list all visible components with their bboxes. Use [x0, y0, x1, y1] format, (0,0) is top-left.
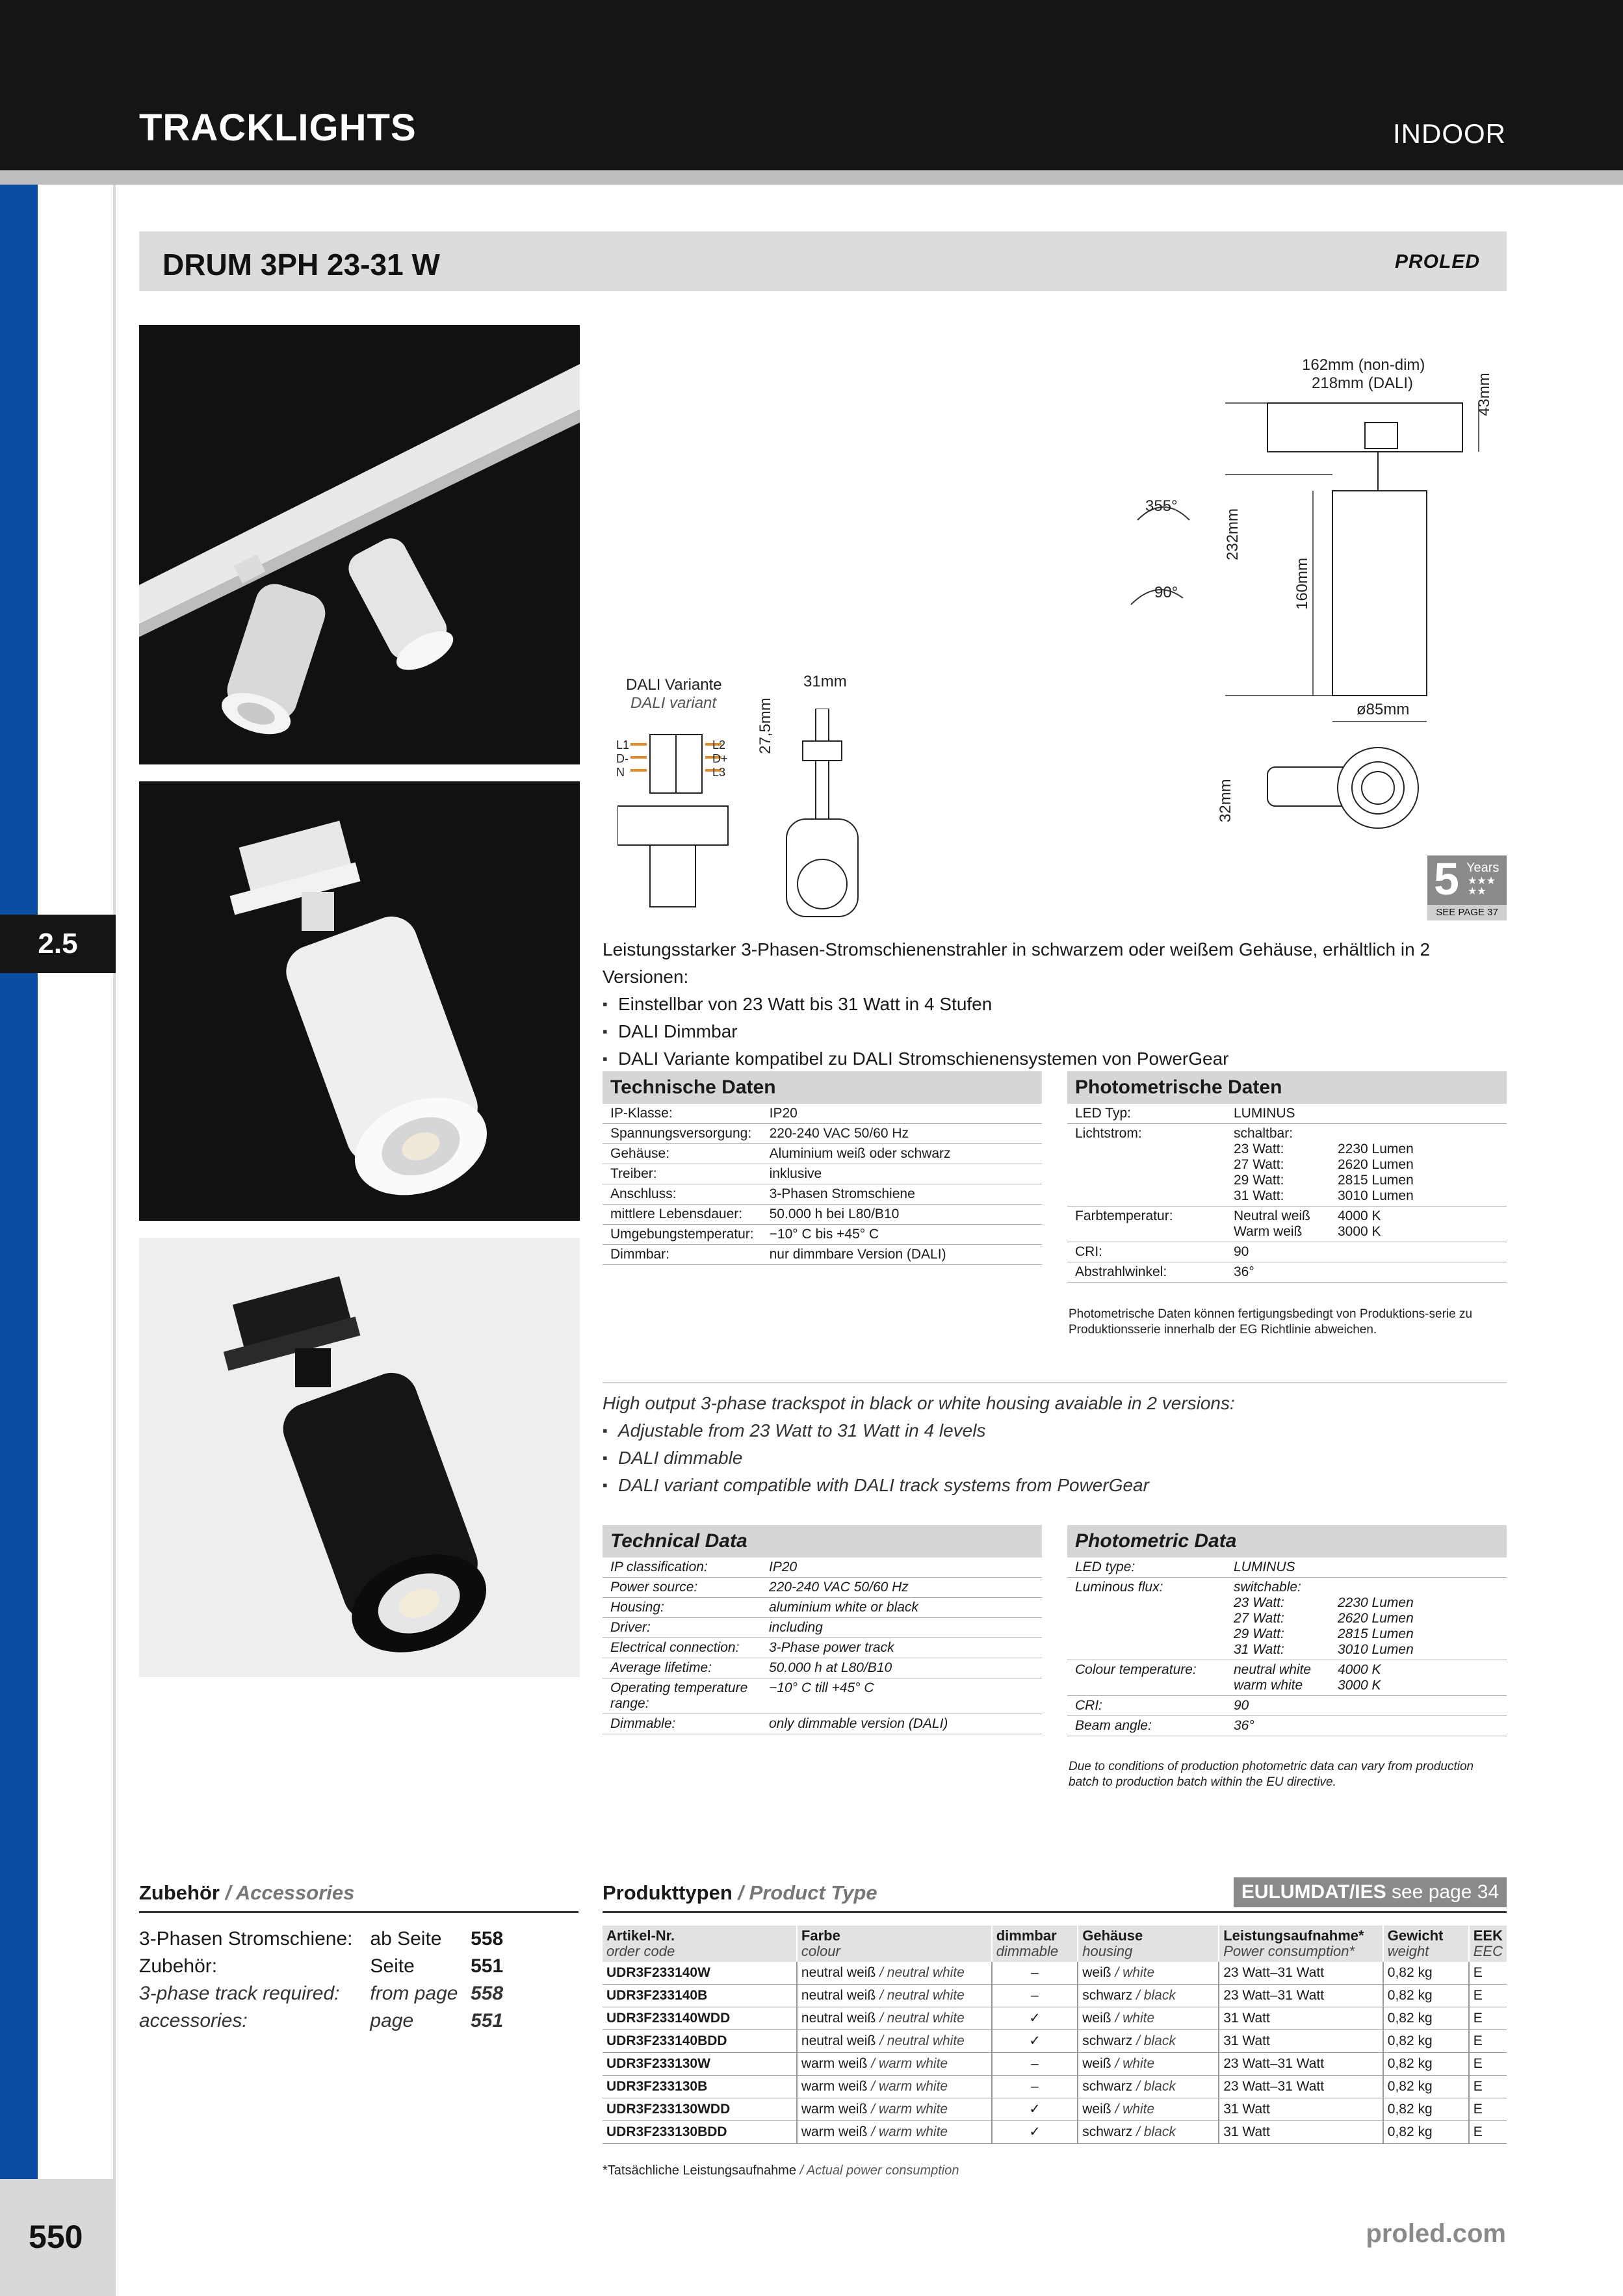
power-cell: 23 Watt–31 Watt	[1219, 1985, 1383, 2007]
power-cell: 31 Watt	[1219, 2121, 1383, 2144]
table-row	[603, 2076, 1507, 2098]
warranty-stars-icon: ★★★ ★★	[1468, 876, 1496, 897]
list-item: accessories: page 551	[139, 2010, 504, 2031]
order-code: UDR3F233130BDD	[603, 2121, 797, 2144]
power-cell: 31 Watt	[1219, 2098, 1383, 2121]
dimmable-cell: ✓	[992, 2098, 1078, 2121]
table-row: LED Typ: LUMINUS	[1067, 1104, 1507, 1124]
colour-cell: neutral weiß / neutral white	[797, 2007, 992, 2030]
weight-cell: 0,82 kg	[1383, 2098, 1469, 2121]
dimension-drawing	[1118, 351, 1508, 891]
product-types-footnote: *Tatsächliche Leistungsaufnahme / Actual power consumption	[603, 2163, 959, 2178]
colour-cell: warm weiß / warm white	[797, 2121, 992, 2144]
order-code: UDR3F233130W	[603, 2053, 797, 2076]
white-spot-illustration	[139, 781, 580, 1221]
tech-data-de-table	[603, 1071, 1042, 1265]
table-row	[603, 2053, 1507, 2076]
warranty-see-label: SEE PAGE 37	[1427, 905, 1507, 920]
table-row	[603, 2030, 1507, 2053]
accessories-rule	[139, 1911, 578, 1913]
table-row: CRI: 90	[1067, 1242, 1507, 1262]
dim-adapter-height: 43mm	[1475, 372, 1493, 416]
dimmable-cell: –	[992, 2053, 1078, 2076]
sidebar	[38, 185, 116, 2296]
list-item: Zubehör: Seite 551	[139, 1955, 504, 1977]
col-header: Artikel-Nr. order code	[603, 1925, 797, 1962]
table-row: IP classification: IP20	[603, 1558, 1042, 1578]
col-header: dimmbar dimmable	[992, 1925, 1078, 1962]
description-de-bullet: ▪ Einstellbar von 23 Watt bis 31 Watt in 4 Stufen	[603, 991, 1513, 1018]
product-title: DRUM 3PH 23-31 W	[162, 248, 440, 281]
dali-width: 31mm	[803, 673, 847, 690]
description-en-bullet: ▪ DALI variant compatible with DALI track systems from PowerGear	[603, 1472, 1513, 1499]
section-badge: 2.5	[0, 915, 116, 973]
eec-cell: E	[1469, 1962, 1507, 1985]
col-header: Gewicht weight	[1383, 1925, 1469, 1962]
dali-variant-label: DALI Variante	[626, 676, 722, 694]
product-photo-track	[139, 325, 580, 764]
photometric-en-table	[1067, 1525, 1507, 1736]
colour-cell: neutral weiß / neutral white	[797, 2030, 992, 2053]
power-cell: 31 Watt	[1219, 2007, 1383, 2030]
section-divider	[603, 1382, 1507, 1383]
category-label: INDOOR	[1393, 118, 1506, 149]
order-code: UDR3F233140WDD	[603, 2007, 797, 2030]
power-cell: 23 Watt–31 Watt	[1219, 1962, 1383, 1985]
description-de-bullet: ▪ DALI Dimmbar	[603, 1018, 1513, 1045]
table-row: Lichtstrom: schaltbar: 23 Watt: 2230 Lumen 27 Watt: 2620 Lumen 29 Watt: 2815 Lumen 31 Watt: 3010 Lumen	[1067, 1124, 1507, 1207]
weight-cell: 0,82 kg	[1383, 1985, 1469, 2007]
col-header: EEK EEC	[1469, 1925, 1507, 1962]
description-en-intro: High output 3-phase trackspot in black or white housing avaiable in 2 versions:	[603, 1393, 1235, 1413]
table-row: Electrical connection: 3-Phase power track	[603, 1638, 1042, 1658]
dim-depth: 32mm	[1217, 779, 1234, 822]
product-types-table	[603, 1925, 1507, 2144]
pin-l3: L3	[712, 766, 726, 779]
eec-cell: E	[1469, 2007, 1507, 2030]
table-row	[603, 2007, 1507, 2030]
order-code: UDR3F233140B	[603, 1985, 797, 2007]
table-row: Gehäuse: Aluminium weiß oder schwarz	[603, 1144, 1042, 1164]
description-en-bullet: ▪ DALI dimmable	[603, 1444, 1513, 1472]
table-row	[603, 1985, 1507, 2007]
table-row: Luminous flux: switchable: 23 Watt: 2230 Lumen 27 Watt: 2620 Lumen 29 Watt: 2815 Lumen 31 Watt: 3010 Lumen	[1067, 1578, 1507, 1660]
eec-cell: E	[1469, 2076, 1507, 2098]
eulumdat-badge[interactable]: EULUMDAT/IES see page 34	[1234, 1877, 1507, 1907]
photometric-en-title: Photometric Data	[1067, 1525, 1507, 1558]
housing-cell: weiß / white	[1078, 1962, 1219, 1985]
table-row: Dimmable: only dimmable version (DALI)	[603, 1714, 1042, 1734]
table-row: Average lifetime: 50.000 h at L80/B10	[603, 1658, 1042, 1678]
dim-body-height: 160mm	[1293, 557, 1311, 610]
dim-width-1: 162mm (non-dim)	[1302, 356, 1425, 374]
table-row: Driver: including	[603, 1618, 1042, 1638]
dim-total-height: 232mm	[1224, 508, 1241, 560]
description-en	[603, 1390, 1513, 1499]
footer-url[interactable]: proled.com	[1366, 2219, 1506, 2248]
list-item: 3-Phasen Stromschiene: ab Seite 558	[139, 1928, 504, 1950]
housing-cell: schwarz / black	[1078, 2121, 1219, 2144]
eec-cell: E	[1469, 2121, 1507, 2144]
description-de	[603, 936, 1513, 1073]
order-code: UDR3F233140W	[603, 1962, 797, 1985]
eec-cell: E	[1469, 1985, 1507, 2007]
col-header: Farbe colour	[797, 1925, 992, 1962]
sidebar-divider	[113, 185, 116, 2180]
table-row: Operating temperature range: −10° C till +45° C	[603, 1678, 1042, 1714]
page-number: 550	[29, 2219, 83, 2255]
black-spot-illustration	[139, 1238, 580, 1677]
table-row: IP-Klasse: IP20	[603, 1104, 1042, 1124]
warranty-years-label: Years	[1466, 861, 1500, 875]
table-row: CRI: 90	[1067, 1696, 1507, 1716]
order-code: UDR3F233130B	[603, 2076, 797, 2098]
accessories-list	[139, 1925, 523, 2035]
pin-l1: L1	[616, 738, 630, 751]
housing-cell: schwarz / black	[1078, 2030, 1219, 2053]
eec-cell: E	[1469, 2098, 1507, 2121]
power-cell: 23 Watt–31 Watt	[1219, 2076, 1383, 2098]
dimmable-cell: ✓	[992, 2030, 1078, 2053]
weight-cell: 0,82 kg	[1383, 2007, 1469, 2030]
table-row	[603, 1962, 1507, 1985]
table-row: Dimmbar: nur dimmbare Version (DALI)	[603, 1245, 1042, 1265]
power-cell: 31 Watt	[1219, 2030, 1383, 2053]
table-row: Power source: 220-240 VAC 50/60 Hz	[603, 1578, 1042, 1598]
housing-cell: schwarz / black	[1078, 2076, 1219, 2098]
photometric-de-title: Photometrische Daten	[1067, 1071, 1507, 1104]
track-spots-illustration	[139, 325, 580, 764]
housing-cell: weiß / white	[1078, 2007, 1219, 2030]
dimmable-cell: –	[992, 1962, 1078, 1985]
weight-cell: 0,82 kg	[1383, 2030, 1469, 2053]
housing-cell: weiß / white	[1078, 2053, 1219, 2076]
table-row: Umgebungstemperatur: −10° C bis +45° C	[603, 1225, 1042, 1245]
eec-cell: E	[1469, 2053, 1507, 2076]
table-row: Anschluss: 3-Phasen Stromschiene	[603, 1184, 1042, 1205]
accessories-heading: Zubehör / Accessories	[139, 1881, 355, 1904]
housing-cell: weiß / white	[1078, 2098, 1219, 2121]
pin-d-plus: D+	[712, 752, 728, 765]
weight-cell: 0,82 kg	[1383, 2076, 1469, 2098]
brand-logo: PROLED	[1394, 251, 1480, 272]
warranty-badge	[1427, 855, 1507, 920]
table-row: Abstrahlwinkel: 36°	[1067, 1262, 1507, 1283]
rotate-vertical-label: 90°	[1154, 584, 1178, 601]
blue-side-bar	[0, 185, 38, 2296]
order-code: UDR3F233140BDD	[603, 2030, 797, 2053]
product-photo-black	[139, 1238, 580, 1677]
table-row: Treiber: inklusive	[603, 1164, 1042, 1184]
table-row: Farbtemperatur: Neutral weiß 4000 K Warm weiß 3000 K	[1067, 1207, 1507, 1242]
description-de-bullet: ▪ DALI Variante kompatibel zu DALI Stromschienensystemen von PowerGear	[603, 1045, 1513, 1073]
product-photo-white	[139, 781, 580, 1221]
weight-cell: 0,82 kg	[1383, 2121, 1469, 2144]
weight-cell: 0,82 kg	[1383, 2053, 1469, 2076]
power-cell: 23 Watt–31 Watt	[1219, 2053, 1383, 2076]
order-code: UDR3F233130WDD	[603, 2098, 797, 2121]
dimmable-cell: ✓	[992, 2121, 1078, 2144]
colour-cell: warm weiß / warm white	[797, 2053, 992, 2076]
table-row: LED type: LUMINUS	[1067, 1558, 1507, 1578]
colour-cell: warm weiß / warm white	[797, 2098, 992, 2121]
tech-data-en-title: Technical Data	[603, 1525, 1042, 1558]
col-header: Gehäuse housing	[1078, 1925, 1219, 1962]
dimmable-cell: –	[992, 2076, 1078, 2098]
pin-n: N	[616, 766, 625, 779]
colour-cell: neutral weiß / neutral white	[797, 1985, 992, 2007]
dim-width-2: 218mm (DALI)	[1312, 374, 1414, 392]
header-strip	[0, 170, 1623, 185]
dali-adapter-drawing	[617, 709, 877, 943]
tech-data-en-table	[603, 1525, 1042, 1734]
eec-cell: E	[1469, 2030, 1507, 2053]
tech-data-de-title: Technische Daten	[603, 1071, 1042, 1104]
table-row	[603, 2121, 1507, 2144]
table-row: Spannungsversorgung: 220-240 VAC 50/60 Hz	[603, 1124, 1042, 1144]
photometric-de-note: Photometrische Daten können fertigungsbedingt von Produktions-serie zu Produktionsserie innerhalb der EG Richtlinie abweichen.	[1069, 1307, 1473, 1337]
page-title: TRACKLIGHTS	[139, 107, 417, 149]
table-row: Housing: aluminium white or black	[603, 1598, 1042, 1618]
colour-cell: neutral weiß / neutral white	[797, 1962, 992, 1985]
dimmable-cell: ✓	[992, 2007, 1078, 2030]
dali-height: 27,5mm	[757, 698, 774, 754]
housing-cell: schwarz / black	[1078, 1985, 1219, 2007]
table-row: mittlere Lebensdauer: 50.000 h bei L80/B10	[603, 1205, 1042, 1225]
table-row: Colour temperature: neutral white 4000 K warm white 3000 K	[1067, 1660, 1507, 1696]
description-de-intro: Leistungsstarker 3-Phasen-Stromschienenstrahler in schwarzem oder weißem Gehäuse, erhältlich in 2 Versionen:	[603, 939, 1431, 987]
col-header: Leistungsaufnahme* Power consumption*	[1219, 1925, 1383, 1962]
pin-l2: L2	[712, 738, 726, 751]
warranty-years-number: 5	[1434, 854, 1459, 904]
list-item: 3-phase track required: from page 558	[139, 1983, 504, 2004]
description-en-bullet: ▪ Adjustable from 23 Watt to 31 Watt in 4 levels	[603, 1417, 1513, 1444]
photometric-de-table	[1067, 1071, 1507, 1283]
dim-diameter: ø85mm	[1357, 701, 1410, 718]
dimmable-cell: –	[992, 1985, 1078, 2007]
photometric-en-note: Due to conditions of production photometric data can vary from production batch to production batch within the EU directive.	[1069, 1760, 1474, 1789]
pin-d-minus: D-	[616, 752, 629, 765]
weight-cell: 0,82 kg	[1383, 1962, 1469, 1985]
colour-cell: warm weiß / warm white	[797, 2076, 992, 2098]
product-types-rule	[603, 1911, 1507, 1913]
product-types-heading: Produkttypen / Product Type	[603, 1881, 877, 1904]
dali-variant-label-en: DALI variant	[630, 694, 717, 712]
table-row: Beam angle: 36°	[1067, 1716, 1507, 1736]
rotate-horizontal-label: 355°	[1145, 497, 1178, 515]
table-row	[603, 2098, 1507, 2121]
